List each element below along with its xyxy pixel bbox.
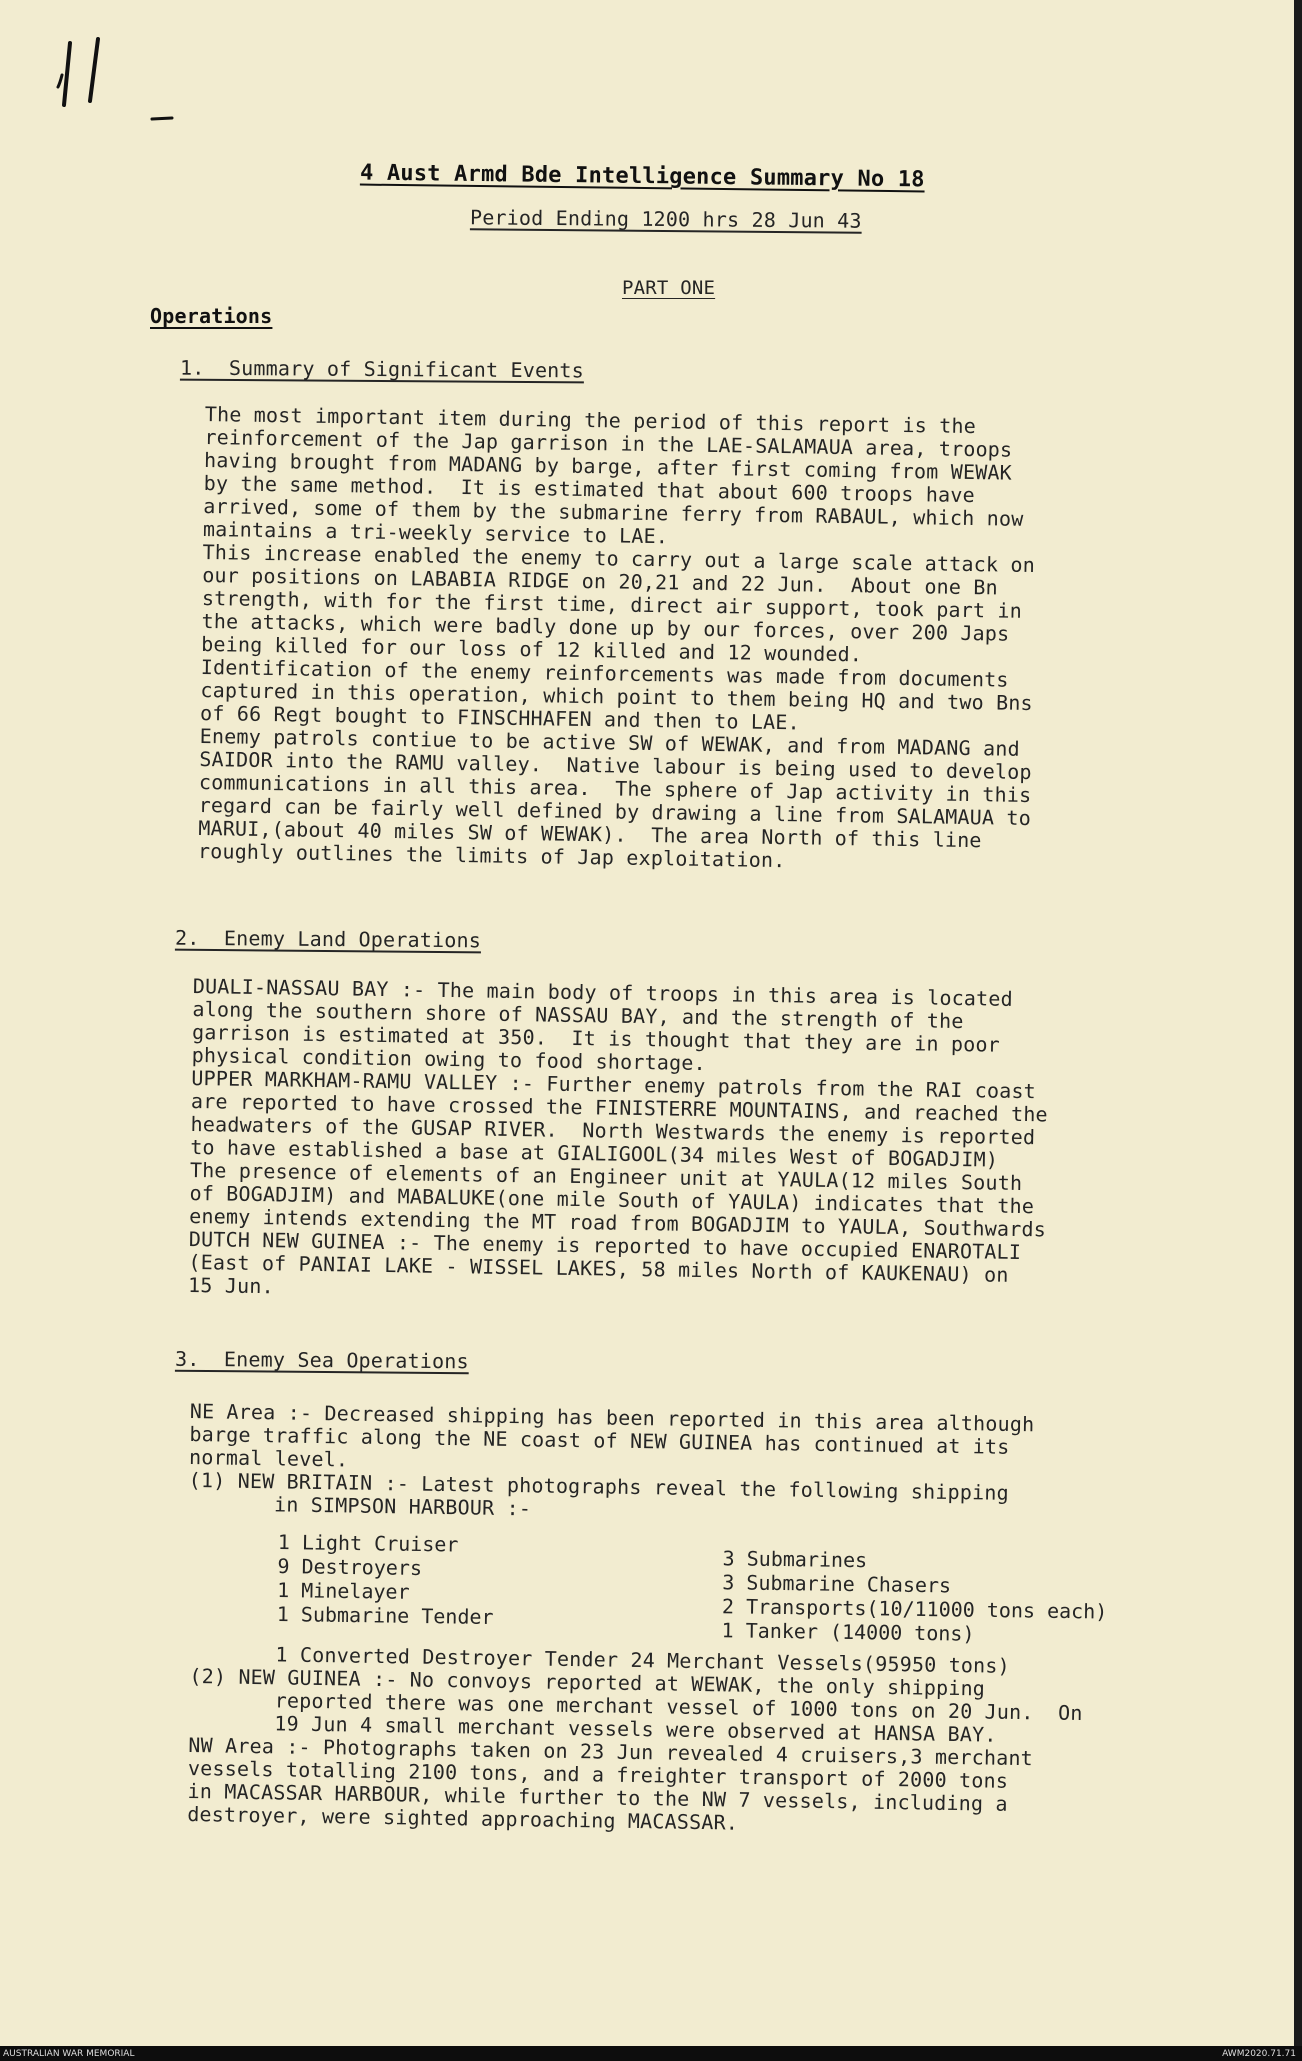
section-3-heading: 3. Enemy Sea Operations [174, 1346, 469, 1374]
section-2-heading: 2. Enemy Land Operations [174, 925, 482, 953]
shipping-list-left: 1 Light Cruiser 9 Destroyers 1 Minelayer 1 Submarine Tender [276, 1530, 494, 1630]
section-1-heading: 1. Summary of Significant Events [179, 355, 585, 383]
section-1-body: The most important item during the period of this report is the reinforcement of the Jap garrison in the LAE-SALAMAUA area, troops having brought from MADANG by barge, after first coming from WEWAK by the same method. It is estimated that about 600 troops have arrived, some of them by the submarine ferry from RABAUL, which now maintains a tri-weekly service to LAE. This increase enabled the enemy to carry out a large scale attack on our positions on LABABIA RIDGE on 20,21 and 22 Jun. About one Bn strength, with for the first time, direct air support, took part in the attacks, which were badly done up by our forces, over 200 Japs being killed for our loss of 12 killed and 12 wounded. Identification of the enemy reinforcements was made from documents captured in this operation, which point to them being HQ and two Bns of 66 Regt bought to FINSCHHAFEN and then to LAE. Enemy patrols contiue to be active SW of WEWAK, and from MADANG and SAIDOR into the RAMU valley. Native labour is being used to develop communications in all this area. The sphere of Jap activity in this regard can be fairly well defined by drawing a line from SALAMAUA to MARUI,(about 40 miles SW of WEWAK). The area North of this line roughly outlines the limits of Jap exploitation. [197, 402, 1036, 873]
footer-reference: AWM2020.71.71 [1222, 2049, 1296, 2059]
section-3-intro: NE Area :- Decreased shipping has been reported in this area although barge traffic along the NE coast of NEW GUINEA has continued at its normal level. (1) NEW BRITAIN :- Latest photographs reveal the following shipping in SIMPSON HARBOUR :- [188, 1399, 1035, 1521]
document-title: 4 Aust Armd Bde Intelligence Summary No 18 [359, 160, 925, 193]
footer-credit: AUSTRALIAN WAR MEMORIAL [3, 2049, 135, 2059]
section-heading: Operations [150, 304, 273, 328]
ink-dash-mark [150, 114, 174, 124]
shipping-list [276, 1530, 1238, 1663]
section-3-rest: 1 Converted Destroyer Tender 24 Merchant Vessels(95950 tons) (2) NEW GUINEA :- No convoys reported at WEWAK, the only shipping reported there was one merchant vessel of 1000 tons on 20 Jun. On 19 Jun 4 small merchant vessels were observed at HANSA BAY. NW Area :- Photographs taken on 23 Jun revealed 4 cruisers,3 merchant vessels totalling 2100 tons, and a freighter transport of 2000 tons in MACASSAR HARBOUR, while further to the NW 7 vessels, including a destroyer, were sighted approaching MACASSAR. [187, 1641, 1083, 1835]
section-2-body: DUALI-NASSAU BAY :- The main body of troops in this area is located along the southern shore of NASSAU BAY, and the strength of the garrison is estimated at 350. It is thought that they are in poor physical condition owing to food shortage. UPPER MARKHAM-RAMU VALLEY :- Further enemy patrols from the RAI coast are reported to have crossed the FINISTERRE MOUNTAINS, and reached the headwaters of the GUSAP RIVER. North Westwards the enemy is reported to have established a base at GIALIGOOL(34 miles West of BOGADJIM) The presence of elements of an Engineer unit at YAULA(12 miles South of BOGADJIM) and MABALUKE(one mile South of YAULA) indicates that the enemy intends extending the MT road from BOGADJIM to YAULA, Southwards DUTCH NEW GUINEA :- The enemy is reported to have occupied ENAROTALI (East of PANIAI LAKE - WISSEL LAKES, 58 miles North of KAUKENAU) on 15 Jun. [187, 974, 1048, 1299]
handwritten-mark [50, 35, 120, 115]
scan-edge [1294, 0, 1302, 2046]
shipping-list-right: 3 Submarines 3 Submarine Chasers 2 Transports(10/11000 tons each) 1 Tanker (14000 tons) [721, 1546, 1108, 1646]
period-line: Period Ending 1200 hrs 28 Jun 43 [469, 205, 862, 233]
part-label: PART ONE [622, 277, 716, 299]
